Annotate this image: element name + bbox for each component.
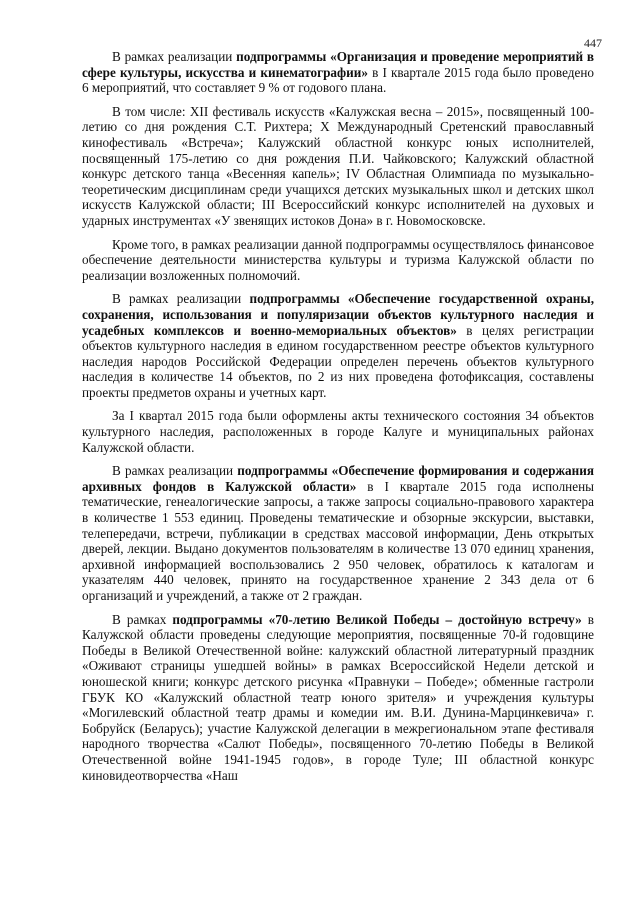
paragraph-1-lead: В рамках реализации [112,49,237,64]
paragraph-6-tail: в I квартале 2015 года исполнены тематические, генеалогические запросы, а также запросы социально-правового характера в количестве 1 553 единиц. Проведены тематические и обзорные экскурсии, выставки, телепередачи, встречи, публикации в средствах массовой информации, День открытых дверей, лекции. Выдано документов пользователям в количестве 13 070 единиц хранения, архивной информацией воспользовались 2 950 человек, обратилось к каталогам и указателям 440 человек, принято на государственное хранение 2 343 дела от 6 организаций и учреждений, а также от 2 граждан. [82,478,595,603]
paragraph-4-subprogram: подпрограммы «Обеспечение государственной охраны, сохранения, использования и популяризации объектов культурного наследия и усадебных комплексов и военно-мемориальных объектов» [82,291,594,338]
paragraph-3: Кроме того, в рамках реализации данной подпрограммы осуществлялось финансовое обеспечение деятельности министерства культуры и туризма Калужской области по реализации возложенных полномочий. [82,236,594,283]
paragraph-2: В том числе: XII фестиваль искусств «Калужская весна – 2015», посвященный 100-летию со дня рождения С.Т. Рихтера; X Международный Сретенский православный кинофестиваль «Встреча»; Калужский областной конкурс юных исполнителей, посвященный 175-летию со дня рождения П.И. Чайковского; Калужский областной конкурс детского танца «Весенняя капель»; IV Областная Олимпиада по музыкально-теоретическим дисциплинам среди учащихся детских музыкальных школ и детских школ искусств Калужской области; III Всероссийский конкурс исполнителей на духовых и ударных инструментах «У звенящих истоков Дона» в г. Новомосковске. [82,103,594,228]
paragraph-1 [82,49,594,96]
paragraph-7-lead: В рамках [112,611,173,627]
paragraph-7 [82,612,594,784]
paragraph-6-subprogram: подпрограммы «Обеспечение формирования и содержания архивных фондов в Калужской области» [82,463,594,494]
paragraph-1-tail: в I квартале 2015 года было проведено 6 мероприятий, что составляет 9 % от годового плана. [82,64,594,96]
paragraph-1-subprogram: подпрограммы «Организация и проведение мероприятий в сфере культуры, искусства и кинематографии» [82,49,594,80]
paragraph-4-tail: в целях регистрации объектов культурного наследия в едином государственном реестре объектов культурного наследия народов Российской Федерации определен перечень объектов культурного наследия в количестве 14 объектов, по 2 из них проведена фотофиксация, составлены проекты предметов охраны и учетных карт. [82,322,594,400]
paragraph-7-subprogram: подпрограммы «70-летию Великой Победы – достойную встречу» [172,611,582,627]
paragraph-6 [82,463,594,603]
document-body [82,49,594,791]
paragraph-4-lead: В рамках реализации [112,291,250,307]
page-number: 447 [584,36,602,50]
paragraph-4 [82,291,594,400]
paragraph-7-tail: в Калужской области проведены следующие мероприятия, посвященные 70-й годовщине Победы в Великой Отечественной войне: калужский областной литературный праздник «Оживают страницы ушедшей войны» в рамках Всероссийской Недели детской и юношеской книги; конкурс детского рисунка «Правнуки – Победе»; обменные гастроли ГБУК КО «Калужский областной театр юного зрителя» и учреждения культуры «Могилевский областной театр драмы и комедии им. В.И. Дунина-Марцинкевича» г. Бобруйск (Беларусь); участие Калужской делегации в межрегиональном этапе фестиваля народного творчества «Салют Победы», посвященного 70-летию Победы в Великой Отечественной войне 1941-1945 годов», в городе Туле; III областной конкурс киновидеотворчества «Наш [82,611,594,783]
paragraph-5: За I квартал 2015 года были оформлены акты технического состояния 34 объектов культурного наследия, расположенных в городе Калуге и муниципальных районах Калужской области. [82,408,594,455]
paragraph-6-lead: В рамках реализации [112,463,238,479]
